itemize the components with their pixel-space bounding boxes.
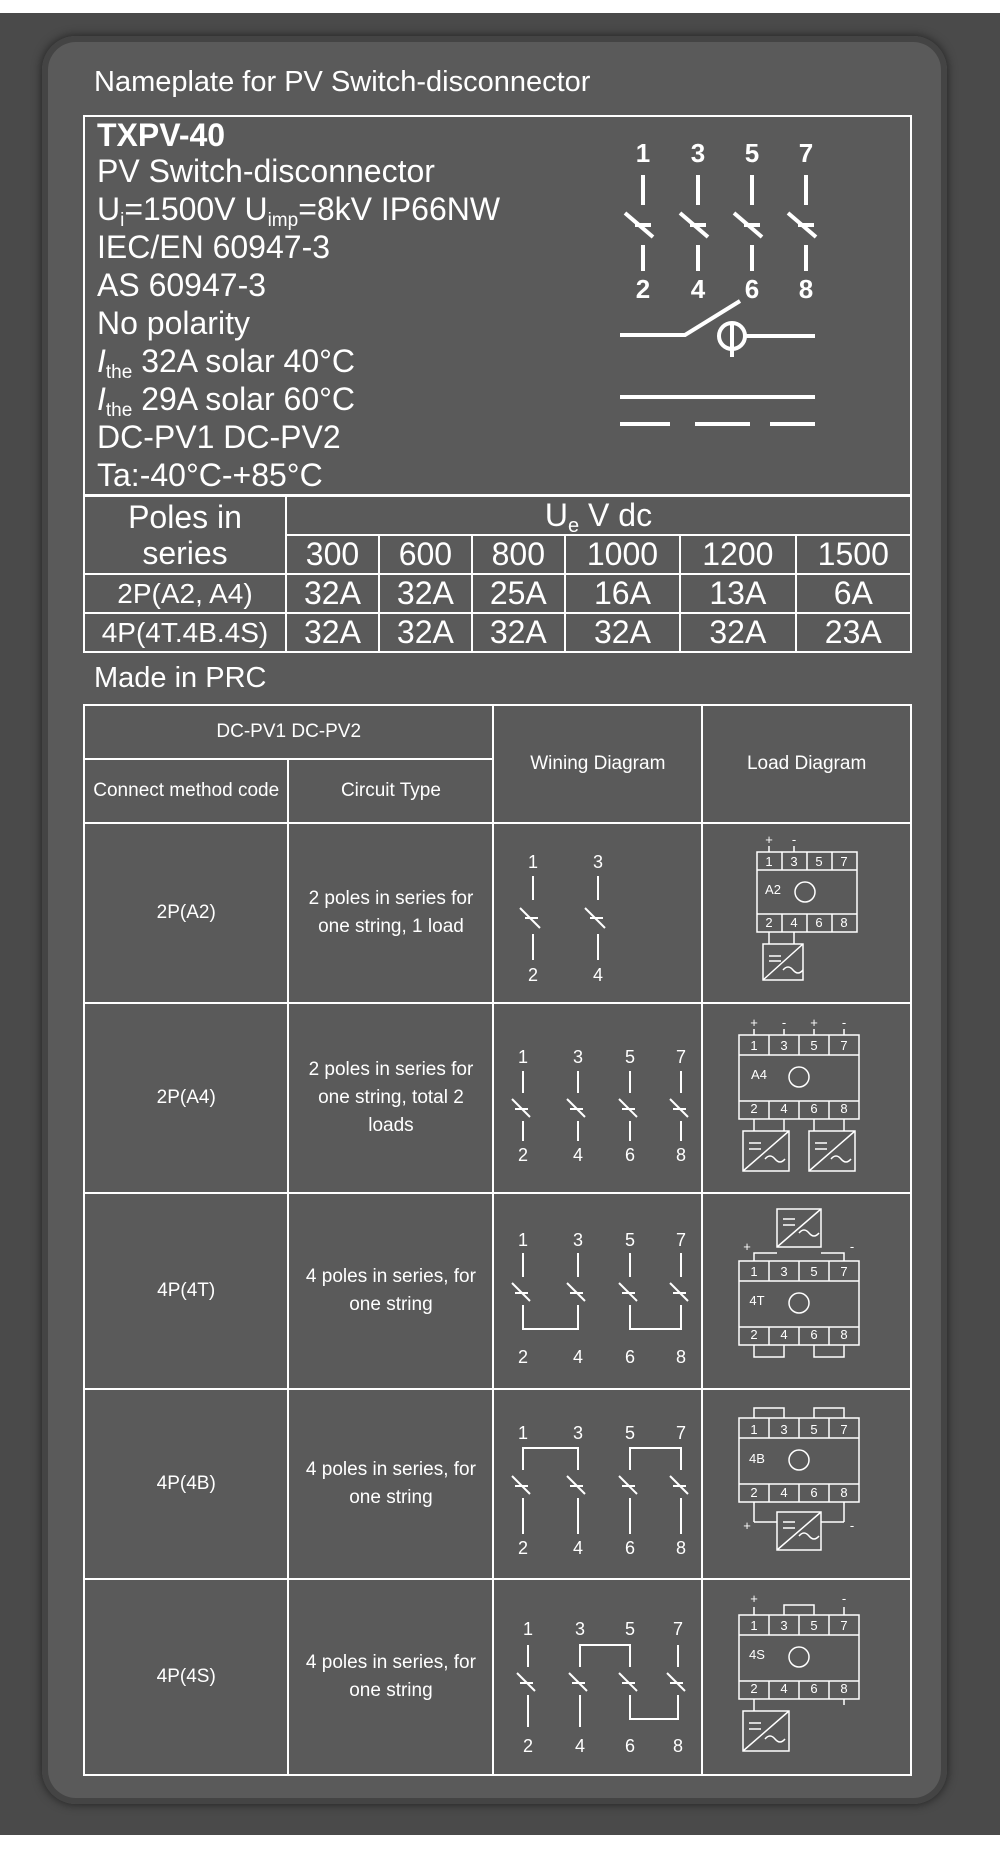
ambient-temp: Ta:-40°C-+85°C	[97, 457, 323, 493]
terminal-label: 5	[814, 854, 823, 869]
voltage-rating	[97, 191, 501, 231]
minus-sign: -	[841, 1015, 846, 1030]
terminal-label: 2	[517, 1538, 528, 1558]
standard-as: AS 60947-3	[97, 267, 267, 303]
utilization-category: DC-PV1 DC-PV2	[97, 419, 341, 455]
code-cell: 4P(4S)	[84, 1579, 288, 1775]
table-cell: 32A	[379, 613, 472, 652]
terminal-label: 4	[789, 915, 798, 930]
terminal-label: 8	[839, 1327, 848, 1342]
table-cell: 16A	[565, 574, 680, 613]
terminal-label: 3	[779, 1038, 788, 1053]
table-cell: 32A	[286, 613, 379, 652]
mode-label: 4B	[748, 1451, 765, 1466]
code-cell: 2P(A4)	[84, 1003, 288, 1193]
minus-sign: -	[791, 832, 796, 847]
polarity-text: No polarity	[97, 305, 250, 341]
table-cell: 6A	[796, 574, 911, 613]
terminal-8: 8	[798, 274, 814, 304]
terminal-label: 3	[572, 1423, 583, 1443]
ui-subscript: i	[120, 210, 125, 231]
terminal-label: 2	[749, 1681, 758, 1696]
load-diagram-a4	[707, 1013, 907, 1183]
load-cell	[702, 1003, 911, 1193]
terminal-label: 8	[675, 1347, 686, 1367]
page-title: Nameplate for PV Switch-disconnector	[94, 66, 591, 98]
terminal-label: 5	[809, 1038, 818, 1053]
minus-sign: -	[849, 1239, 854, 1254]
terminal-label: 6	[809, 1101, 818, 1116]
plus-sign: +	[742, 1239, 751, 1254]
terminal-label: 7	[675, 1047, 686, 1067]
load-cell	[702, 1579, 911, 1775]
row-label: 4P(4T.4B.4S)	[84, 613, 286, 652]
terminal-label: 3	[572, 1230, 583, 1250]
terminal-label: 6	[814, 915, 823, 930]
wiring-diagram-4t	[498, 1201, 698, 1381]
minus-sign: -	[849, 1518, 854, 1533]
terminal-label: 7	[839, 1618, 848, 1633]
terminal-label: 1	[749, 1618, 758, 1633]
product-name: PV Switch-disconnector	[97, 153, 435, 189]
terminal-label: 5	[809, 1264, 818, 1279]
terminal-label: 3	[779, 1422, 788, 1437]
table-row	[84, 1193, 911, 1389]
table-cell: 25A	[472, 574, 565, 613]
terminal-label: 8	[839, 1101, 848, 1116]
table-cell: 23A	[796, 613, 911, 652]
uimp-text: =1500V U	[124, 191, 268, 227]
terminal-label: 2	[749, 1485, 758, 1500]
connection-table	[83, 704, 912, 1776]
plus-sign: +	[742, 1518, 751, 1533]
ith-40-value: 32A solar 40°C	[132, 343, 356, 379]
mode-label: 4T	[749, 1293, 765, 1308]
terminal-label: 2	[749, 1327, 758, 1342]
circuit-cell: 2 poles in series for one string, total 2 loads	[288, 1003, 493, 1193]
wiring-diagram-4s	[498, 1587, 698, 1767]
terminal-label: 4	[779, 1327, 788, 1342]
wiring-cell	[493, 1389, 702, 1579]
wiring-cell	[493, 1193, 702, 1389]
terminal-label: 7	[839, 1038, 848, 1053]
terminal-4: 4	[690, 274, 706, 304]
table-cell: 32A	[379, 574, 472, 613]
terminal-3: 3	[690, 138, 706, 168]
table-row	[84, 574, 911, 613]
terminal-label: 3	[779, 1618, 788, 1633]
terminal-label: 7	[839, 1264, 848, 1279]
terminal-2: 2	[635, 274, 651, 304]
voltage-1200: 1200	[680, 535, 795, 574]
terminal-label: 8	[672, 1736, 683, 1756]
ue-header	[286, 496, 911, 535]
table-cell: 13A	[680, 574, 795, 613]
terminal-label: 4	[592, 965, 603, 985]
terminal-label: 5	[809, 1422, 818, 1437]
terminal-label: 1	[764, 854, 773, 869]
terminal-label: 7	[839, 854, 848, 869]
terminal-label: 2	[522, 1736, 533, 1756]
terminal-label: 2	[517, 1347, 528, 1367]
voltage-1500: 1500	[796, 535, 911, 574]
terminal-label: 6	[809, 1327, 818, 1342]
code-cell: 4P(4B)	[84, 1389, 288, 1579]
load-diagram-a2	[707, 828, 907, 998]
ith-40-text	[97, 343, 356, 383]
terminal-label: 6	[624, 1538, 635, 1558]
ith-symbol: I	[97, 381, 106, 417]
terminal-label: 2	[749, 1101, 758, 1116]
terminal-label: 2	[764, 915, 773, 930]
terminal-label: 6	[809, 1485, 818, 1500]
table-cell: 32A	[286, 574, 379, 613]
table-row	[84, 613, 911, 652]
wiring-cell	[493, 823, 702, 1003]
ith-subscript: the	[105, 400, 133, 421]
wiring-diagram-a2	[498, 828, 698, 998]
load-cell	[702, 823, 911, 1003]
terminal-6: 6	[744, 274, 760, 304]
terminal-label: 4	[779, 1101, 788, 1116]
terminal-label: 6	[624, 1736, 635, 1756]
terminal-label: 5	[624, 1619, 635, 1639]
code-cell: 2P(A2)	[84, 823, 288, 1003]
poles-header-line1: Poles in	[128, 499, 242, 535]
load-header: Load Diagram	[702, 705, 911, 823]
ith-symbol: I	[97, 343, 106, 379]
terminal-label: 5	[624, 1423, 635, 1443]
terminal-5: 5	[744, 138, 760, 168]
table-cell: 32A	[680, 613, 795, 652]
load-diagram-4b	[707, 1394, 907, 1574]
terminal-label: 6	[624, 1347, 635, 1367]
terminal-label: 3	[574, 1619, 585, 1639]
load-cell	[702, 1193, 911, 1389]
ith-60-value: 29A solar 60°C	[132, 381, 356, 417]
terminal-label: 7	[675, 1423, 686, 1443]
circuit-cell: 4 poles in series, for one string	[288, 1579, 493, 1775]
terminal-label: 4	[572, 1145, 583, 1165]
uimp-subscript: imp	[267, 210, 299, 231]
code-header: Connect method code	[84, 759, 288, 823]
plus-sign: +	[749, 1015, 758, 1030]
circuit-cell: 4 poles in series, for one string	[288, 1193, 493, 1389]
terminal-label: 1	[517, 1047, 528, 1067]
table-cell: 32A	[565, 613, 680, 652]
table-row	[84, 823, 911, 1003]
load-cell	[702, 1389, 911, 1579]
plus-sign: +	[764, 832, 773, 847]
rating-rest: =8kV IP66NW	[298, 191, 501, 227]
minus-sign: -	[841, 1591, 846, 1606]
standard-iec: IEC/EN 60947-3	[97, 229, 331, 265]
ith-subscript: the	[105, 362, 133, 383]
terminal-7: 7	[798, 138, 814, 168]
terminal-label: 4	[574, 1736, 585, 1756]
terminal-label: 3	[789, 854, 798, 869]
terminal-label: 5	[624, 1230, 635, 1250]
terminal-label: 4	[572, 1538, 583, 1558]
plus-sign: +	[749, 1591, 758, 1606]
ui-symbol: U	[97, 191, 121, 227]
terminal-label: 2	[527, 965, 538, 985]
terminal-label: 8	[675, 1145, 686, 1165]
terminal-1: 1	[635, 138, 651, 168]
terminal-label: 7	[839, 1422, 848, 1437]
row-label: 2P(A2, A4)	[84, 574, 286, 613]
mode-label: A4	[750, 1067, 767, 1082]
voltage-800: 800	[472, 535, 565, 574]
ue-unit: V dc	[579, 497, 653, 533]
terminal-label: 4	[779, 1485, 788, 1500]
terminal-label: 1	[749, 1264, 758, 1279]
voltage-1000: 1000	[565, 535, 680, 574]
model-name: TXPV-40	[97, 117, 226, 153]
minus-sign: -	[781, 1015, 786, 1030]
voltage-600: 600	[379, 535, 472, 574]
wiring-cell	[493, 1579, 702, 1775]
mode-label: A2	[764, 882, 781, 897]
terminal-label: 8	[839, 915, 848, 930]
ue-symbol: U	[544, 497, 569, 533]
circuit-header: Circuit Type	[288, 759, 493, 823]
terminal-label: 1	[749, 1038, 758, 1053]
wiring-diagram-a4	[498, 1013, 698, 1183]
terminal-label: 1	[527, 852, 538, 872]
poles-header	[84, 496, 286, 574]
switch-symbol-diagram	[615, 135, 825, 445]
terminal-label: 3	[572, 1047, 583, 1067]
terminal-label: 3	[779, 1264, 788, 1279]
voltage-300: 300	[286, 535, 379, 574]
wiring-diagram-4b	[498, 1394, 698, 1574]
ith-60-text	[97, 381, 356, 421]
terminal-label: 6	[624, 1145, 635, 1165]
mode-label: 4S	[748, 1647, 765, 1662]
terminal-label: 1	[517, 1423, 528, 1443]
category-header: DC-PV1 DC-PV2	[84, 705, 493, 759]
terminal-label: 5	[809, 1618, 818, 1633]
circuit-cell: 4 poles in series, for one string	[288, 1389, 493, 1579]
terminal-label: 1	[749, 1422, 758, 1437]
poles-header-line2: series	[142, 535, 228, 571]
terminal-label: 8	[675, 1538, 686, 1558]
terminal-label: 3	[592, 852, 603, 872]
wiring-cell	[493, 1003, 702, 1193]
terminal-label: 4	[572, 1347, 583, 1367]
terminal-label: 4	[779, 1681, 788, 1696]
load-diagram-4s	[707, 1587, 907, 1767]
terminal-label: 2	[517, 1145, 528, 1165]
load-diagram-4t	[707, 1201, 907, 1381]
terminal-label: 7	[675, 1230, 686, 1250]
code-cell: 4P(4T)	[84, 1193, 288, 1389]
terminal-label: 7	[672, 1619, 683, 1639]
ue-subscript: e	[568, 515, 580, 537]
rating-table	[83, 495, 912, 653]
table-cell: 32A	[472, 613, 565, 652]
terminal-label: 8	[839, 1681, 848, 1696]
circuit-cell: 2 poles in series for one string, 1 load	[288, 823, 493, 1003]
table-row	[84, 1579, 911, 1775]
terminal-label: 5	[624, 1047, 635, 1067]
table-row	[84, 1003, 911, 1193]
terminal-label: 1	[517, 1230, 528, 1250]
terminal-label: 1	[522, 1619, 533, 1639]
terminal-label: 8	[839, 1485, 848, 1500]
plus-sign: +	[809, 1015, 818, 1030]
table-row	[84, 1389, 911, 1579]
made-in-text: Made in PRC	[94, 662, 267, 694]
terminal-label: 6	[809, 1681, 818, 1696]
wiring-header: Wining Diagram	[493, 705, 702, 823]
